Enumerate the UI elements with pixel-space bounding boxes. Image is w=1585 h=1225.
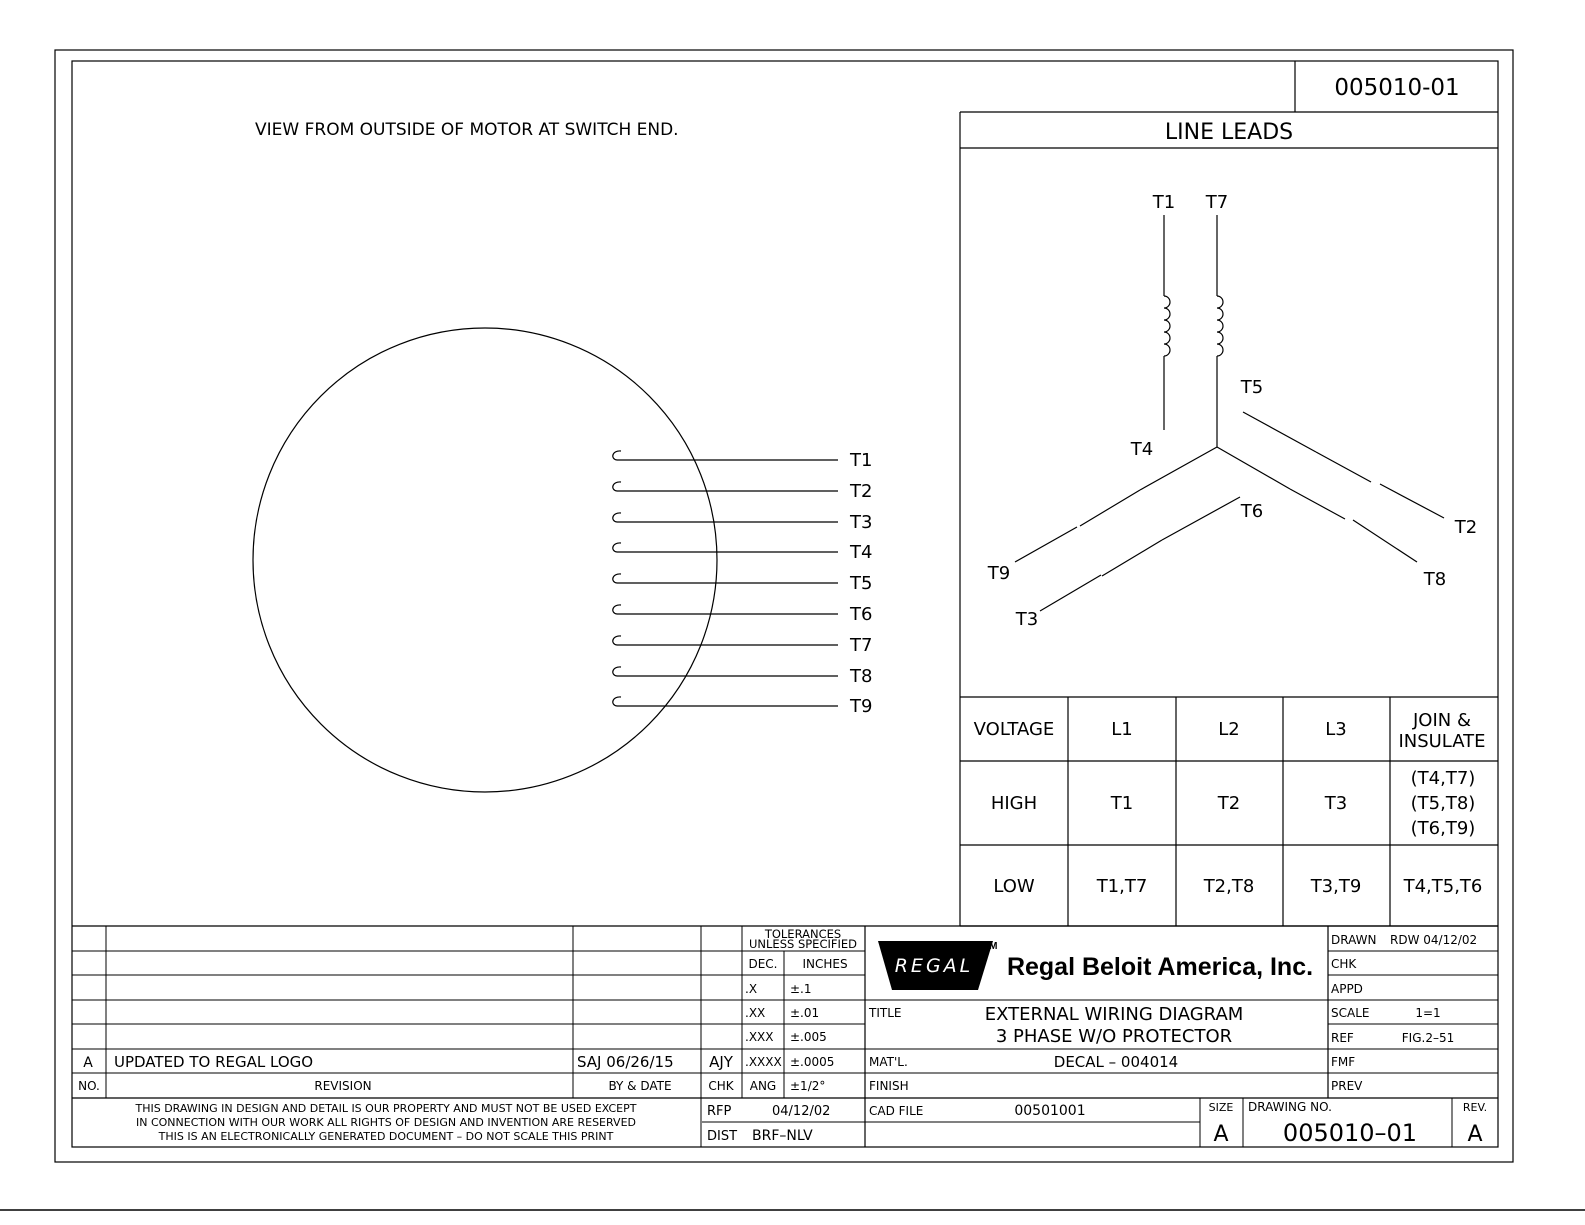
cell-high-join-3: (T6,T9) bbox=[1410, 818, 1476, 839]
hdr-insulate: INSULATE bbox=[1398, 731, 1486, 752]
lead-label: T5 bbox=[850, 573, 873, 594]
cell-low-l1: T1,T7 bbox=[1096, 876, 1148, 897]
coil-t1-t4 bbox=[1164, 296, 1170, 356]
tol-title-2: UNLESS SPECIFIED bbox=[749, 937, 857, 951]
hdr-l3: L3 bbox=[1325, 719, 1347, 740]
regal-logo-text: REGAL bbox=[894, 955, 974, 977]
finish-label: FINISH bbox=[869, 1079, 909, 1093]
hdr-revision: REVISION bbox=[314, 1079, 372, 1093]
rev-by-date: SAJ 06/26/15 bbox=[577, 1053, 674, 1071]
lead-label: T2 bbox=[850, 481, 873, 502]
matl-value: DECAL – 004014 bbox=[1053, 1053, 1179, 1071]
cell-high-l1: T1 bbox=[1110, 793, 1134, 814]
notice-line-2: IN CONNECTION WITH OUR WORK ALL RIGHTS OF DESIGN AND INVENTION ARE RESERVED bbox=[136, 1116, 636, 1129]
hdr-voltage: VOLTAGE bbox=[973, 719, 1055, 740]
inner-border bbox=[72, 61, 1498, 1147]
tol-title-1: TOLERANCES bbox=[764, 927, 842, 941]
arm-t8-tail bbox=[1353, 520, 1417, 562]
approval-value: FIG.2–51 bbox=[1401, 1031, 1455, 1045]
lead-hook bbox=[613, 667, 621, 676]
lead-label: T9 bbox=[850, 696, 873, 717]
tol-inches: INCHES bbox=[802, 957, 848, 971]
label-t6: T6 bbox=[1240, 501, 1264, 522]
approval-label: SCALE bbox=[1331, 1006, 1370, 1020]
cell-high-join-1: (T4,T7) bbox=[1410, 768, 1476, 789]
title-line-2: 3 PHASE W/O PROTECTOR bbox=[995, 1026, 1233, 1047]
tol-key-3: .XXXX bbox=[745, 1055, 782, 1069]
cell-high-l2: T2 bbox=[1217, 793, 1241, 814]
hdr-l2: L2 bbox=[1218, 719, 1240, 740]
hdr-chk: CHK bbox=[708, 1079, 734, 1093]
tol-dec: DEC. bbox=[748, 957, 778, 971]
coil-t9 bbox=[1080, 490, 1140, 526]
tol-val-2: ±.005 bbox=[790, 1030, 827, 1044]
lead-hook bbox=[613, 513, 621, 522]
tol-val-1: ±.01 bbox=[790, 1006, 820, 1020]
approval-value: 1=1 bbox=[1415, 1006, 1441, 1020]
approval-value: RDW 04/12/02 bbox=[1390, 933, 1478, 947]
label-t9: T9 bbox=[987, 563, 1011, 584]
notice-line-3: THIS IS AN ELECTRONICALLY GENERATED DOCUMENT – DO NOT SCALE THIS PRINT bbox=[158, 1130, 614, 1143]
title-label: TITLE bbox=[869, 1006, 902, 1020]
cell-high-voltage: HIGH bbox=[990, 793, 1038, 814]
view-note: VIEW FROM OUTSIDE OF MOTOR AT SWITCH END. bbox=[255, 120, 679, 140]
label-t8: T8 bbox=[1423, 569, 1447, 590]
arm-t9-tail bbox=[1015, 527, 1077, 562]
drawing-no-value: 005010–01 bbox=[1282, 1119, 1418, 1147]
lead-label: T8 bbox=[850, 666, 873, 687]
tol-key-4: ANG bbox=[749, 1079, 777, 1093]
coil-t8 bbox=[1290, 489, 1345, 519]
line-leads-table bbox=[960, 697, 1498, 926]
lead-hook bbox=[613, 574, 621, 583]
cell-high-l3: T3 bbox=[1324, 793, 1348, 814]
cell-low-voltage: LOW bbox=[993, 876, 1035, 897]
cad-file-label: CAD FILE bbox=[869, 1104, 924, 1118]
tol-val-0: ±.1 bbox=[790, 982, 812, 996]
size-value: A bbox=[1213, 1122, 1229, 1147]
title-line-1: EXTERNAL WIRING DIAGRAM bbox=[984, 1004, 1244, 1025]
approval-label: DRAWN bbox=[1331, 933, 1377, 947]
coil-t7 bbox=[1217, 296, 1223, 356]
cell-high-join-2: (T5,T8) bbox=[1410, 793, 1476, 814]
rev-box-value: A bbox=[1467, 1122, 1483, 1147]
tol-val-3: ±.0005 bbox=[790, 1055, 835, 1069]
company-name: Regal Beloit America, Inc. bbox=[1006, 953, 1314, 981]
rev-description: UPDATED TO REGAL LOGO bbox=[114, 1053, 314, 1071]
dist-value: BRF–NLV bbox=[752, 1128, 813, 1144]
hdr-by-date: BY & DATE bbox=[608, 1079, 672, 1093]
lead-label: T1 bbox=[850, 450, 873, 471]
tol-val-4: ±1/2° bbox=[790, 1079, 826, 1093]
lead-label: T4 bbox=[850, 542, 873, 563]
approval-label: APPD bbox=[1331, 982, 1363, 996]
rev-box-label: REV. bbox=[1462, 1101, 1488, 1114]
lead-hook bbox=[613, 482, 621, 491]
rfp-label: RFP bbox=[707, 1104, 732, 1119]
label-t2: T2 bbox=[1454, 517, 1478, 538]
label-t5: T5 bbox=[1240, 377, 1264, 398]
label-t1: T1 bbox=[1152, 192, 1176, 213]
arm-t2-tail bbox=[1380, 484, 1444, 518]
lead-hook bbox=[613, 636, 621, 645]
lead-hook bbox=[613, 605, 621, 614]
approval-label: FMF bbox=[1331, 1055, 1356, 1069]
label-t4: T4 bbox=[1130, 439, 1154, 460]
rev-chk: AJY bbox=[709, 1053, 733, 1071]
rev-letter: A bbox=[83, 1055, 93, 1071]
size-label: SIZE bbox=[1208, 1101, 1234, 1114]
lead-hook bbox=[613, 697, 621, 706]
rfp-date: 04/12/02 bbox=[772, 1104, 831, 1119]
trademark-mark: TM bbox=[983, 941, 998, 952]
drawing-no-label: DRAWING NO. bbox=[1248, 1100, 1332, 1114]
coil-t3 bbox=[1102, 540, 1162, 576]
matl-label: MAT'L. bbox=[869, 1055, 908, 1069]
tol-key-0: .X bbox=[745, 982, 758, 996]
lead-label: T6 bbox=[850, 604, 873, 625]
arm-t6-to-t3 bbox=[1162, 497, 1240, 540]
top-drawing-number: 005010-01 bbox=[1334, 75, 1460, 101]
wye-schematic bbox=[987, 192, 1477, 630]
arm-t3-tail bbox=[1040, 575, 1101, 611]
label-t3: T3 bbox=[1015, 609, 1039, 630]
cell-low-join: T4,T5,T6 bbox=[1403, 876, 1483, 897]
arm-t5-to-t2 bbox=[1243, 412, 1316, 452]
approval-label: REF bbox=[1331, 1031, 1354, 1045]
hdr-join: JOIN & bbox=[1412, 710, 1472, 731]
cell-low-l2: T2,T8 bbox=[1203, 876, 1255, 897]
lead-hook bbox=[613, 543, 621, 552]
approval-label: CHK bbox=[1331, 957, 1357, 971]
motor-leads bbox=[613, 450, 873, 717]
lead-label: T7 bbox=[850, 635, 873, 656]
dist-label: DIST bbox=[707, 1129, 738, 1144]
tol-key-2: .XXX bbox=[745, 1030, 774, 1044]
tol-key-1: .XX bbox=[745, 1006, 766, 1020]
line-leads-title: LINE LEADS bbox=[1164, 120, 1294, 145]
hdr-no: NO. bbox=[78, 1079, 100, 1093]
motor-outline-circle bbox=[253, 328, 717, 792]
lead-hook bbox=[613, 451, 621, 460]
approval-label: PREV bbox=[1331, 1079, 1363, 1093]
notice-line-1: THIS DRAWING IN DESIGN AND DETAIL IS OUR PROPERTY AND MUST NOT BE USED EXCEPT bbox=[135, 1102, 637, 1115]
cad-file-value: 00501001 bbox=[1014, 1103, 1086, 1119]
label-t7: T7 bbox=[1205, 192, 1229, 213]
cell-low-l3: T3,T9 bbox=[1310, 876, 1362, 897]
lead-label: T3 bbox=[850, 512, 873, 533]
hdr-l1: L1 bbox=[1111, 719, 1133, 740]
arm-to-t8 bbox=[1217, 447, 1290, 489]
title-block bbox=[72, 926, 1498, 1147]
approval-fields bbox=[1331, 933, 1477, 1093]
coil-t2 bbox=[1316, 452, 1371, 482]
